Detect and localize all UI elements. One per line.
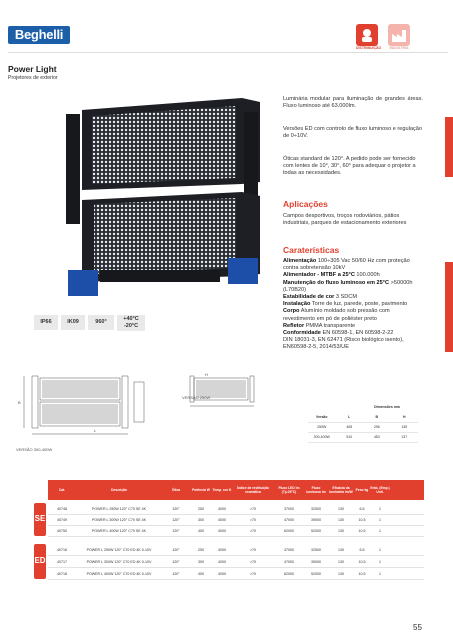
aplicacoes-heading: Aplicações — [283, 199, 328, 209]
dim-header: Versão — [316, 415, 328, 419]
spec-item: Instalação Torre de luz, parede, poste, pavimento — [283, 301, 408, 308]
dim-row: 250W 408 296 135 — [308, 423, 418, 433]
group-se-label: SE — [34, 514, 46, 523]
distribution-icon: DISTRIBUIÇÃO — [356, 24, 381, 50]
glow-wire-badge: 960° — [88, 315, 114, 330]
page-subtitle: Projetores de exterior — [8, 75, 58, 81]
spec-list — [283, 258, 423, 352]
spec-item: DIN 18031-3, EN 62471 (Risco biológico isento), EN60598-2-5, 2014/53/UE — [283, 337, 404, 351]
brand-logo: Beghelli — [8, 26, 70, 44]
dim-header: H — [402, 415, 406, 419]
spec-item: Manutenção do fluxo luminoso em 25°C >50000h (L70B20) — [283, 279, 413, 293]
table-row: 40716 POWER L 250W 120° C70 ED 4K 0-10V 120° 250 4000 >70 37000 32500 130 6.6 1 — [48, 545, 424, 556]
description-1: Luminária modular para iluminação de grandes áreas. Fluxo luminoso até 63.000lm. — [283, 96, 423, 110]
table-row: 40717 POWER L 300W 120° C70 ED 4K 0-10V 120° 300 4000 >70 47000 39000 130 10.5 1 — [48, 557, 424, 568]
description-2: Versões ED com controlo de fluxo luminoso e regulação de 0÷10V. — [283, 126, 422, 140]
ip66-badge: IP66 — [34, 315, 58, 330]
dimension-label-l: L — [94, 428, 97, 433]
drawing-caption-250: VERSÃO 250W — [182, 395, 211, 400]
table-row: 40750 POWER L 400W 120° C70 SE 4K 120° 400 4000 >70 62000 52000 130 10.5 1 — [48, 526, 424, 537]
dim-row: 300-400W 510 453 137 — [308, 433, 418, 443]
dimension-label-b: B — [18, 400, 21, 405]
dimensions-title: Dimensões mm — [374, 405, 400, 409]
drawing-caption-300-400: VERSÃO 300-400W — [16, 447, 53, 452]
dimensions-table — [308, 405, 418, 443]
table-row: 40749 POWER L 300W 120° C70 SE 4K 120° 300 4000 >70 47000 39000 130 10.5 1 — [48, 515, 424, 526]
ik09-badge: IK09 — [61, 315, 85, 330]
dim-header: L — [348, 415, 351, 419]
spec-item: Estabilidade de cor 3 SDCM — [283, 294, 357, 301]
header-divider — [8, 52, 448, 53]
page-number: 55 — [413, 623, 422, 632]
side-tab-top — [445, 117, 453, 177]
page-title: Power Light — [8, 64, 57, 74]
aplicacoes-text: Campos desportivos, troços rodoviários, pátios industriais, parques de estacionamento exteriores — [283, 213, 407, 227]
product-table-header: Cat. Descrição Ótica Potência W Temp. cor K Índice de restituição cromática Fluxo LED lm (Tj=25°C) Fluxo luminoso lm Eficácia da luminária lm/W Peso kg Emb. (Emp.) Unit. — [48, 480, 424, 500]
spec-item: Refletor PMMA transparente — [283, 322, 356, 329]
spec-item: Conformidade EN 60598-1, EN 60598-2-22 — [283, 330, 394, 337]
industry-icon: INDÚSTRIA — [388, 24, 410, 50]
temperature-badge: +40°C -20°C — [117, 315, 145, 331]
dimension-label-h: H — [205, 372, 208, 377]
spec-item: Corpo Alumínio moldado sob pressão com revestimento em pó de poliéster preto — [283, 308, 390, 322]
side-tab-bottom — [445, 262, 453, 352]
spec-item: Alimentador - MTBF a 25°C 100.000h — [283, 272, 380, 279]
technical-drawing — [14, 372, 264, 452]
table-row: 40718 POWER L 400W 120° C70 ED 4K 0-10V 120° 400 4000 >70 62000 52000 130 10.5 1 — [48, 569, 424, 580]
product-image — [60, 92, 270, 310]
description-3: Óticas standard de 120°. A pedido pode ser fornecido com lentes de 10°, 30°, 60° para adequar o projetor a todas as necessidades. — [283, 156, 416, 177]
spec-item: Alimentação 100÷305 Vac 50/60 Hz com proteção contra sobretensão 10kV — [283, 258, 410, 272]
caracteristicas-heading: Caraterísticas — [283, 245, 340, 255]
group-ed-label: ED — [34, 556, 46, 565]
table-row: 40748 POWER L 250W 120° C70 SE 4K 120° 250 4000 >70 37000 32500 130 6.6 1 — [48, 504, 424, 515]
dim-header: B — [375, 415, 379, 419]
